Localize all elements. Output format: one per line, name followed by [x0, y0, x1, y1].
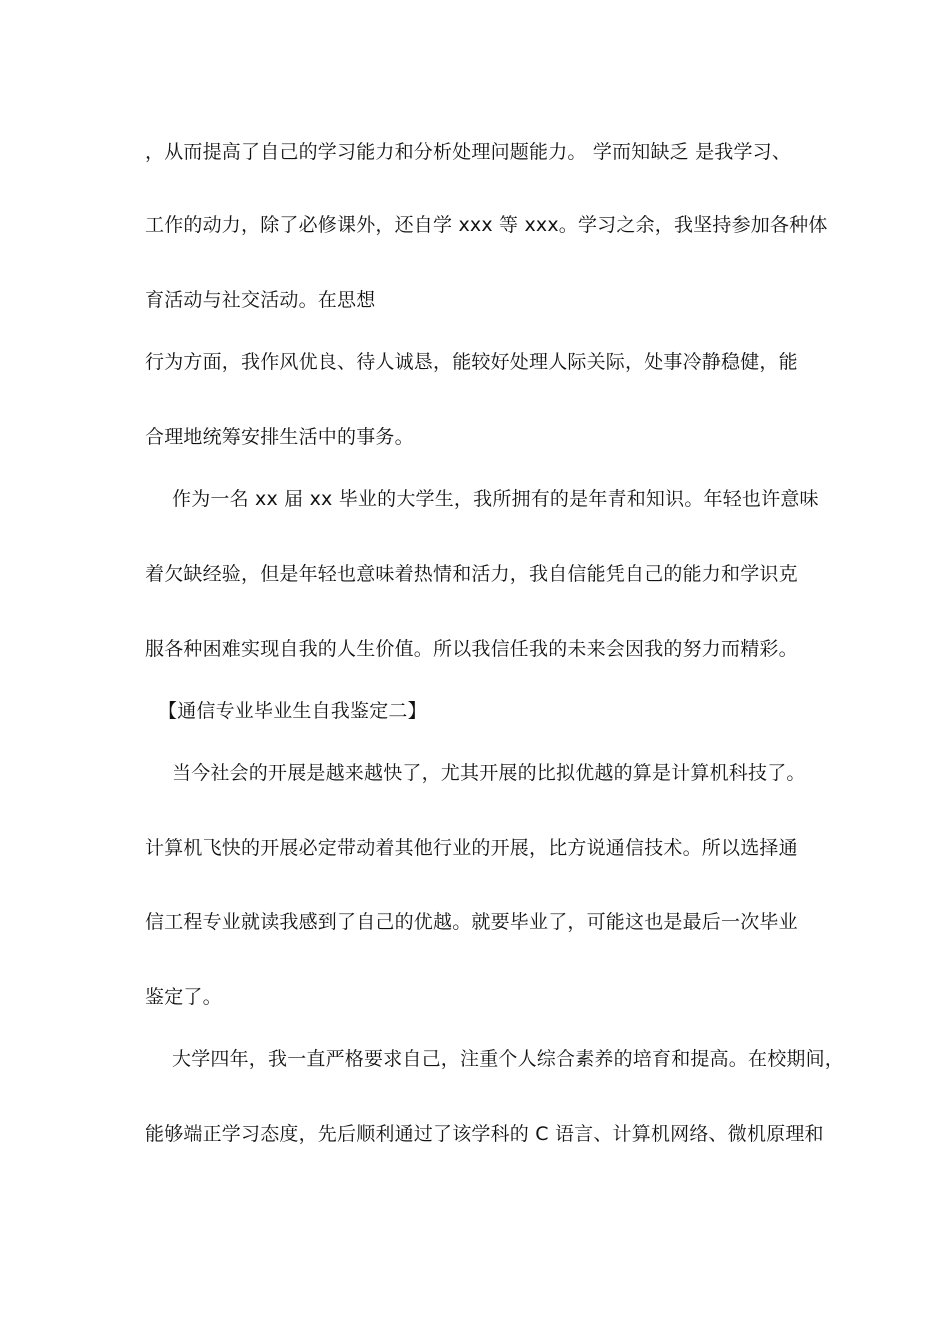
text-line-5: 合理地统筹安排生活中的事务。: [145, 426, 414, 448]
text-line-4: 行为方面，我作风优良、待人诚恳，能较好处理人际关际，处事冷静稳健，能: [145, 351, 798, 373]
text-line-8: 服各种困难实现自我的人生价值。所以我信任我的未来会因我的努力而精彩。: [145, 638, 798, 660]
text-line-10: 当今社会的开展是越来越快了，尤其开展的比拟优越的算是计算机科技了。: [172, 762, 806, 784]
text-line-3: 育活动与社交活动。在思想: [145, 289, 376, 311]
text-line-13: 鉴定了。: [145, 986, 222, 1008]
section-heading: 【通信专业毕业生自我鉴定二】: [158, 700, 427, 722]
text-line-12: 信工程专业就读我感到了自己的优越。就要毕业了，可能这也是最后一次毕业: [145, 911, 798, 933]
text-line-1: ，从而提高了自己的学习能力和分析处理问题能力。 学而知缺乏 是我学习、: [145, 141, 792, 163]
text-line-7: 着欠缺经验，但是年轻也意味着热情和活力，我自信能凭自己的能力和学识克: [145, 563, 798, 585]
text-line-14: 大学四年，我一直严格要求自己，注重个人综合素养的培育和提高。在校期间，: [172, 1048, 845, 1070]
text-line-2: 工作的动力，除了必修课外，还自学 xxx 等 xxx。学习之余，我坚持参加各种体: [145, 214, 828, 236]
text-line-6: 作为一名 xx 届 xx 毕业的大学生，我所拥有的是年青和知识。年轻也许意味: [172, 488, 819, 510]
text-line-15: 能够端正学习态度，先后顺利通过了该学科的 C 语言、计算机网络、微机原理和: [145, 1123, 824, 1145]
text-line-11: 计算机飞快的开展必定带动着其他行业的开展，比方说通信技术。所以选择通: [145, 837, 798, 859]
